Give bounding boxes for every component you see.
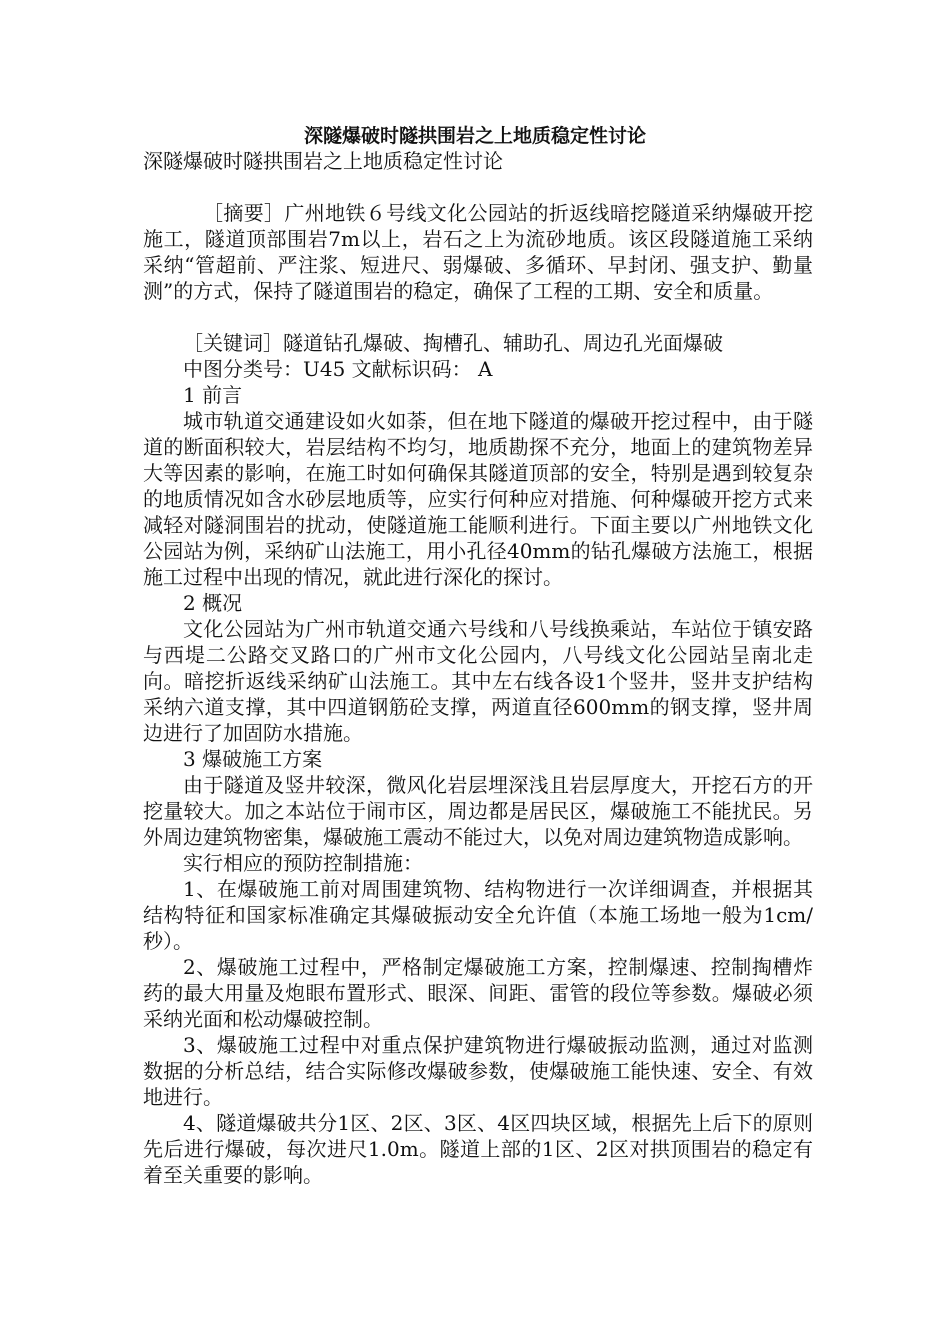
abstract-paragraph: ［摘要］广州地铁６号线文化公园站的折返线暗挖隧道采纳爆破开挖施工，隧道顶部围岩7m以上，岩石之上为流砂地质。该区段隧道施工采纳采纳“管超前、严注浆、短进尺、弱爆破、多循环、早封闭、强支护、勤量测”的方式，保持了隧道围岩的稳定，确保了工程的工期、安全和质量。 — [143, 201, 813, 303]
document-subtitle: 深隧爆破时隧拱围岩之上地质稳定性讨论 — [143, 149, 503, 173]
body-paragraph: 文化公园站为广州市轨道交通六号线和八号线换乘站，车站位于镇安路与西堤二公路交叉路口的广州市文化公园内，八号线文化公园站呈南北走向。暗挖折返线采纳矿山法施工。其中左右线各设1个竖井，竖井支护结构采纳六道支撑，其中四道钢筋砼支撑，两道直径600mm的钢支撑，竖井周边进行了加固防水措施。 — [143, 617, 813, 745]
keywords-line: ［关键词］隧道钻孔爆破、掏槽孔、辅助孔、周边孔光面爆破 — [183, 331, 723, 355]
classification-line: 中图分类号：U45 文献标识码： A — [183, 357, 493, 381]
body-paragraph: 2、爆破施工过程中，严格制定爆破施工方案，控制爆速、控制掏槽炸药的最大用量及炮眼布置形式、眼深、间距、雷管的段位等参数。爆破必须采纳光面和松动爆破控制。 — [143, 955, 813, 1031]
section-heading: 3 爆破施工方案 — [183, 747, 323, 771]
section-heading: 2 概况 — [183, 591, 243, 615]
body-paragraph: 城市轨道交通建设如火如荼，但在地下隧道的爆破开挖过程中，由于隧道的断面积较大，岩层结构不均匀，地质勘探不充分，地面上的建筑物差异大等因素的影响，在施工时如何确保其隧道顶部的安全，特别是遇到较复杂的地质情况如含水砂层地质等，应实行何种应对措施、何种爆破开挖方式来减轻对隧洞围岩的扰动，使隧道施工能顺利进行。下面主要以广州地铁文化公园站为例，采纳矿山法施工，用小孔径40mm的钻孔爆破方法施工，根据施工过程中出现的情况，就此进行深化的探讨。 — [143, 409, 813, 589]
document-body — [143, 200, 813, 1188]
body-paragraph: 4、隧道爆破共分1区、2区、3区、4区四块区域，根据先上后下的原则先后进行爆破，每次进尺1.0m。隧道上部的1区、2区对拱顶围岩的稳定有着至关重要的影响。 — [143, 1111, 813, 1187]
section-heading: 1 前言 — [183, 383, 243, 407]
body-paragraph: 由于隧道及竖井较深，微风化岩层埋深浅且岩层厚度大，开挖石方的开挖量较大。加之本站位于闹市区，周边都是居民区，爆破施工不能扰民。另外周边建筑物密集，爆破施工震动不能过大，以免对周边建筑物造成影响。 — [143, 773, 813, 849]
body-paragraph: 1、在爆破施工前对周围建筑物、结构物进行一次详细调查，并根据其结构特征和国家标准确定其爆破振动安全允许值（本施工场地一般为1cm/秒）。 — [143, 877, 813, 953]
body-paragraph: 实行相应的预防控制措施： — [183, 851, 423, 875]
document-title: 深隧爆破时隧拱围岩之上地质稳定性讨论 — [303, 125, 646, 147]
body-paragraph: 3、爆破施工过程中对重点保护建筑物进行爆破振动监测，通过对监测数据的分析总结，结合实际修改爆破参数，使爆破施工能快速、安全、有效地进行。 — [143, 1033, 813, 1109]
